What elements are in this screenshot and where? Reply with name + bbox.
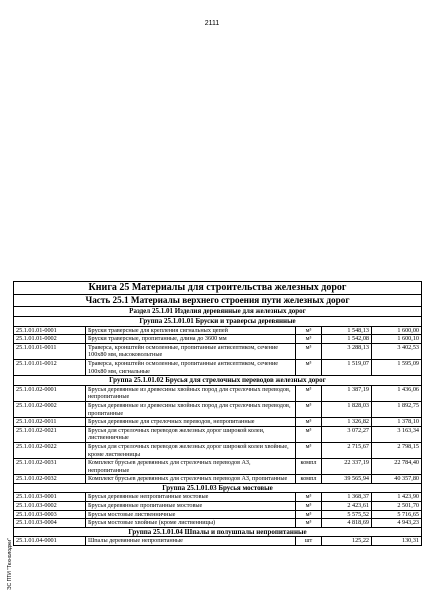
section-title: Раздел 25.1.01 Изделия деревянные для железных дорог [14,307,422,317]
resource-code: 25.1.01.01-0002 [14,335,86,344]
book-title-row [14,282,422,295]
table-row [14,459,422,475]
resource-name: Бруски траверсные для крепления сигнальных цепей [86,326,296,335]
table-row [14,537,422,546]
table-row [14,335,422,344]
price-value-2: 1 436,06 [372,385,422,401]
price-table [13,281,422,546]
price-value-2: 3 402,53 [372,343,422,359]
resource-code: 25.1.01.03-0003 [14,510,86,519]
resource-code: 25.1.01.01-0011 [14,343,86,359]
price-value-2: 4 943,23 [372,519,422,528]
resource-code: 25.1.01.03-0004 [14,519,86,528]
section-title-row [14,307,422,317]
group-title: Группа 25.1.01.04 Шпалы и полушпалы непропитанные [14,527,422,537]
price-value-2: 1 892,75 [372,401,422,417]
price-value-1: 125,22 [322,537,372,546]
price-value-2: 40 357,80 [372,475,422,484]
unit-of-measure: м³ [296,442,322,458]
unit-of-measure: компл [296,475,322,484]
price-value-2: 130,31 [372,537,422,546]
price-table-container [13,281,421,546]
resource-name: Брусья деревянные для стрелочных переводов, непропитанные [86,418,296,427]
resource-name: Брусья деревянные из древесины хвойных пород для стрелочных переводов, пропитанные [86,401,296,417]
resource-name: Траверса, кронштейн осмоленные, пропитанные антисептиком, сечение 100x80 мм, сигнальные [86,359,296,375]
price-value-2: 2 798,15 [372,442,422,458]
price-value-1: 1 548,13 [322,326,372,335]
resource-name: Брусья деревянные непропитанные мостовые [86,493,296,502]
table-row [14,426,422,442]
group-title: Группа 25.1.01.01 Бруски и траверсы деревянные [14,317,422,327]
side-note [0,520,14,590]
resource-name: Бруски траверсные, пропитанные, длина до 3600 мм [86,335,296,344]
table-row [14,418,422,427]
resource-code: 25.1.01.04-0001 [14,537,86,546]
price-value-1: 5 575,52 [322,510,372,519]
group-title-row [14,527,422,537]
resource-name: Брусья мостовые лиственничные [86,510,296,519]
resource-code: 25.1.01.02-0032 [14,475,86,484]
price-value-2: 5 716,65 [372,510,422,519]
group-title: Группа 25.1.01.02 Брусья для стрелочных переводов железных дорог [14,376,422,386]
price-value-1: 1 368,37 [322,493,372,502]
unit-of-measure: м³ [296,519,322,528]
table-row [14,519,422,528]
table-row [14,475,422,484]
group-title-row [14,317,422,327]
unit-of-measure: м³ [296,359,322,375]
table-row [14,493,422,502]
price-value-1: 2 423,61 [322,502,372,511]
unit-of-measure: м³ [296,502,322,511]
resource-code: 25.1.01.01-0012 [14,359,86,375]
unit-of-measure: м³ [296,418,322,427]
price-value-1: 1 326,82 [322,418,372,427]
resource-name: Шпалы деревянные непропитанные [86,537,296,546]
resource-name: Брусья деревянные из древесины хвойных пород для стрелочных переводов, непропитанные [86,385,296,401]
unit-of-measure: м³ [296,326,322,335]
resource-name: Брусья мостовые хвойные (кроме лиственницы) [86,519,296,528]
group-title: Группа 25.1.01.03 Брусья мостовые [14,483,422,493]
price-value-1: 3 288,13 [322,343,372,359]
price-value-2: 1 600,00 [372,326,422,335]
resource-name: Брусья для стрелочных переводов железных дорог широкой колеи, лиственничные [86,426,296,442]
table-row [14,502,422,511]
resource-name: Траверса, кронштейн осмоленные, пропитанные антисептиком, сечение 100x80 мм, высоковольтные [86,343,296,359]
part-title: Часть 25.1 Материалы верхнего строения пути железных дорог [14,295,422,307]
unit-of-measure: м³ [296,426,322,442]
table-row [14,343,422,359]
unit-of-measure: м³ [296,493,322,502]
price-value-2: 1 423,90 [372,493,422,502]
price-value-1: 1 828,03 [322,401,372,417]
unit-of-measure: м³ [296,343,322,359]
resource-name: Брусья деревянные пропитанные мостовые [86,502,296,511]
price-value-2: 22 784,40 [372,459,422,475]
book-title: Книга 25 Материалы для строительства железных дорог [14,282,422,295]
resource-code: 25.1.01.02-0001 [14,385,86,401]
unit-of-measure: м³ [296,510,322,519]
resource-code: 25.1.01.02-0031 [14,459,86,475]
unit-of-measure: м³ [296,335,322,344]
unit-of-measure: шт [296,537,322,546]
price-value-1: 1 519,07 [322,359,372,375]
resource-code: 25.1.01.02-0021 [14,426,86,442]
unit-of-measure: м³ [296,401,322,417]
table-row [14,385,422,401]
resource-code: 25.1.01.02-0002 [14,401,86,417]
price-table-body [14,282,422,546]
group-title-row [14,376,422,386]
side-note-text: ЭС ПТИ "Технолоджи" [7,538,13,590]
price-value-1: 4 818,69 [322,519,372,528]
price-value-1: 1 387,19 [322,385,372,401]
price-value-2: 2 501,70 [372,502,422,511]
unit-of-measure: компл [296,459,322,475]
resource-name: Комплект брусьев деревянных для стрелочных переводов АЗ, непропитанные [86,459,296,475]
table-row [14,401,422,417]
price-value-1: 39 565,94 [322,475,372,484]
price-value-1: 1 542,08 [322,335,372,344]
resource-code: 25.1.01.01-0001 [14,326,86,335]
price-value-1: 22 337,19 [322,459,372,475]
page-number: 2111 [204,20,220,27]
price-value-2: 1 595,09 [372,359,422,375]
price-value-1: 3 072,27 [322,426,372,442]
part-title-row [14,295,422,307]
resource-code: 25.1.01.03-0002 [14,502,86,511]
price-value-1: 2 715,67 [322,442,372,458]
resource-code: 25.1.01.02-0022 [14,442,86,458]
table-row [14,442,422,458]
table-row [14,510,422,519]
price-value-2: 3 163,34 [372,426,422,442]
resource-code: 25.1.01.03-0001 [14,493,86,502]
group-title-row [14,483,422,493]
price-value-2: 1 600,10 [372,335,422,344]
resource-name: Брусья для стрелочных переводов железных дорог широкой колеи хвойные, кроме лиственницы [86,442,296,458]
table-row [14,326,422,335]
resource-code: 25.1.01.02-0011 [14,418,86,427]
price-value-2: 1 378,10 [372,418,422,427]
resource-name: Комплект брусьев деревянных для стрелочных переводов АЗ, пропитанные [86,475,296,484]
unit-of-measure: м³ [296,385,322,401]
table-row [14,359,422,375]
